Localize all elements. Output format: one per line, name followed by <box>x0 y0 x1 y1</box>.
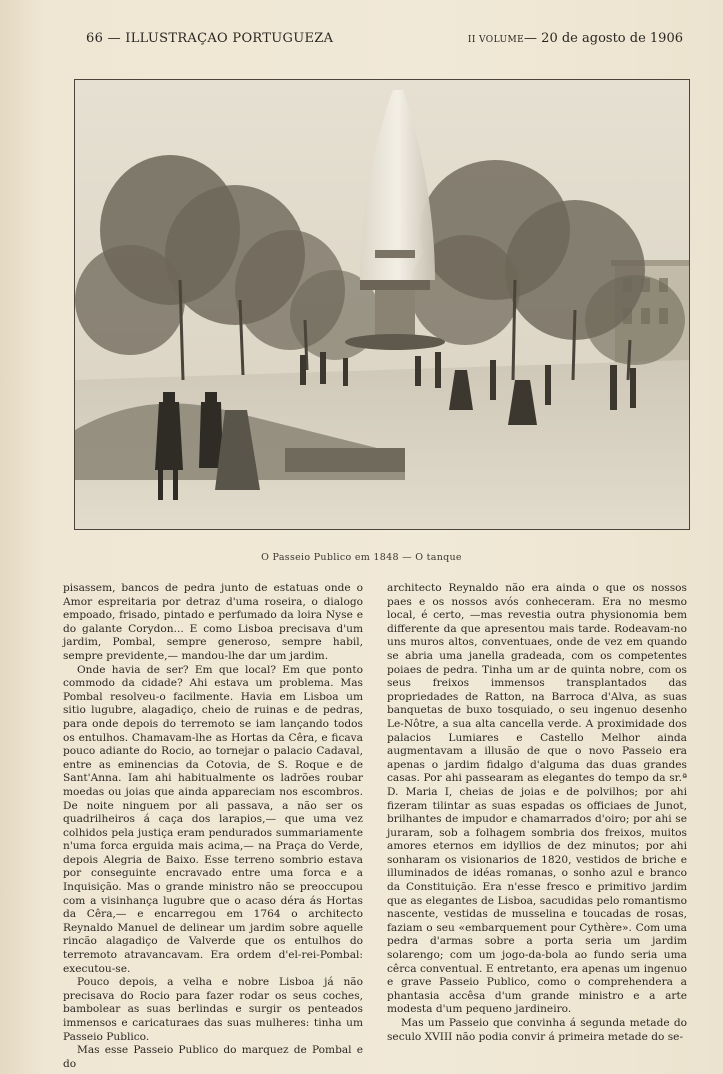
paragraph: architecto Reynaldo não era ainda o que os nossos paes e os nossos avós conheceram. Era no mesmo local, é certo, —mas revestia outra physionomia bem differente da que apresentou mais tarde. Rodeavam-no uns muros altos, conventuaes, onde de vez em quando se abria uma janella gradeada, com os competentes poiaes de pedra. Tinha um ar de quinta nobre, com os seus freixos immensos transplantados das propriedades de Ratton, na Barroca d'Alva, as suas banquetas de buxo tosquiado, o seu ingenuo desenho Le-Nôtre, a sua alta cancella verde. A proximidade dos palacios Lumiares e Castello Melhor ainda augmentavam a illusão de que o novo Passeio era apenas o jardim fidalgo d'alguma das duas grandes casas. Por ahi passearam as elegantes do tempo da sr.ª D. Maria I, cheias de joias e de polvilhos; por ahi fizeram tilintar as suas espadas os officiaes de Junot, brilhantes de impudor e chamarrados d'oiro; por ahi se juraram, sob a folhagem sombria dos freixos, muitos amores eternos em idyllios de dez minutos; por ahi sonharam os visionarios de 1820, vestidos de briche e illuminados de idéas romanas, o sonho azul e branco da Constituição. Era n'esse fresco e primitivo jardim que as elegantes de Lisboa, sacudidas pelo romantismo nascente, vestidas de musselina e toucadas de rosas, faziam o seu «embarquement pour Cythère». Com uma pedra d'armas sobre a porta seria um jardim solarengo; com um jogo-da-bola ao fundo seria uma cêrca conventual. E entretanto, era apenas um ingenuo e grave Passeio Publico, como o comprehendera a phantasia accêsa d'um grande ministro e a arte modesta d'um pequeno jardineiro. <box>387 582 687 1016</box>
engraving-illustration <box>74 79 690 530</box>
park-scene-drawing <box>75 80 689 529</box>
page-header <box>86 31 683 51</box>
volume-label: II VOLUME <box>467 35 525 45</box>
stone-bench <box>285 448 405 472</box>
paragraph: Onde havia de ser? Em que local? Em que ponto commodo da cidade? Ahi estava um problema. Mas Pombal resolveu-o facilmente. Havia em Lisboa um sitio lugubre, alagadiço, cheio de ruinas e de pedras, para onde depois do terremoto se iam lançando todos os entulhos. Chamavam-lhe as Hortas da Cêra, e ficava pouco adiante do Rocio, ao tornejar o palacio Cadaval, entre as eminencias da Cotovia, de S. Roque e de Sant'Anna. Iam ahi habitualmente os ladrões roubar moedas ou joias que ainda appareciam nos escombros. De noite ninguem por ali passava, a não ser os quadrilheiros á caça dos larapios,— que uma vez colhidos pela justiça eram pendurados summariamente n'uma forca erguida mais acima,— na Praça do Verde, depois Alegria de Baixo. Esse terreno sombrio estava por conseguinte encravado entre uma forca e a Inquisição. Mas o grande ministro não se preoccupou com a visinhança lugubre que o acaso déra ás Hortas da Cêra,— e encarregou em 1764 o architecto Reynaldo Manuel de delinear um jardim sobre aquelle rincão alagadiço de Valverde que os entulhos do terremoto atravancavam. Era ordem d'el-rei-Pombal: executou-se. <box>63 663 363 975</box>
paragraph: pisassem, bancos de pedra junto de estatuas onde o Amor espreitaria por detraz d'uma roseira, o dialogo empoado, frisado, pintado e perfumado da loira Nyse e do galante Corydon... E como Lisboa precisava d'um jardim, Pombal, sempre generoso, sempre habil, sempre previdente,— mandou-lhe dar um jardim. <box>63 582 363 662</box>
issue-date: — 20 de agosto de 1906 <box>524 31 683 46</box>
figure-caption: O Passeio Publico em 1848 — O tanque <box>261 552 462 563</box>
paragraph: Mas um Passeio que convinha á segunda metade do seculo XVIII não podia convir á primeira metade do se- <box>387 1017 687 1043</box>
article-column-left <box>63 582 363 1071</box>
article-column-right <box>387 582 687 1044</box>
paragraph: Mas esse Passeio Publico do marquez de Pombal e do <box>63 1044 363 1070</box>
page-title: 66 — ILLUSTRAÇAO PORTUGUEZA <box>86 31 334 46</box>
paragraph: Pouco depois, a velha e nobre Lisboa já não precisava do Rocio para fazer rodar os seus coches, bambolear as suas berlindas e surgir os penteados immensos e caricaturaes das suas mulheres: tinha um Passeio Publico. <box>63 976 363 1043</box>
issue-info <box>468 31 683 46</box>
